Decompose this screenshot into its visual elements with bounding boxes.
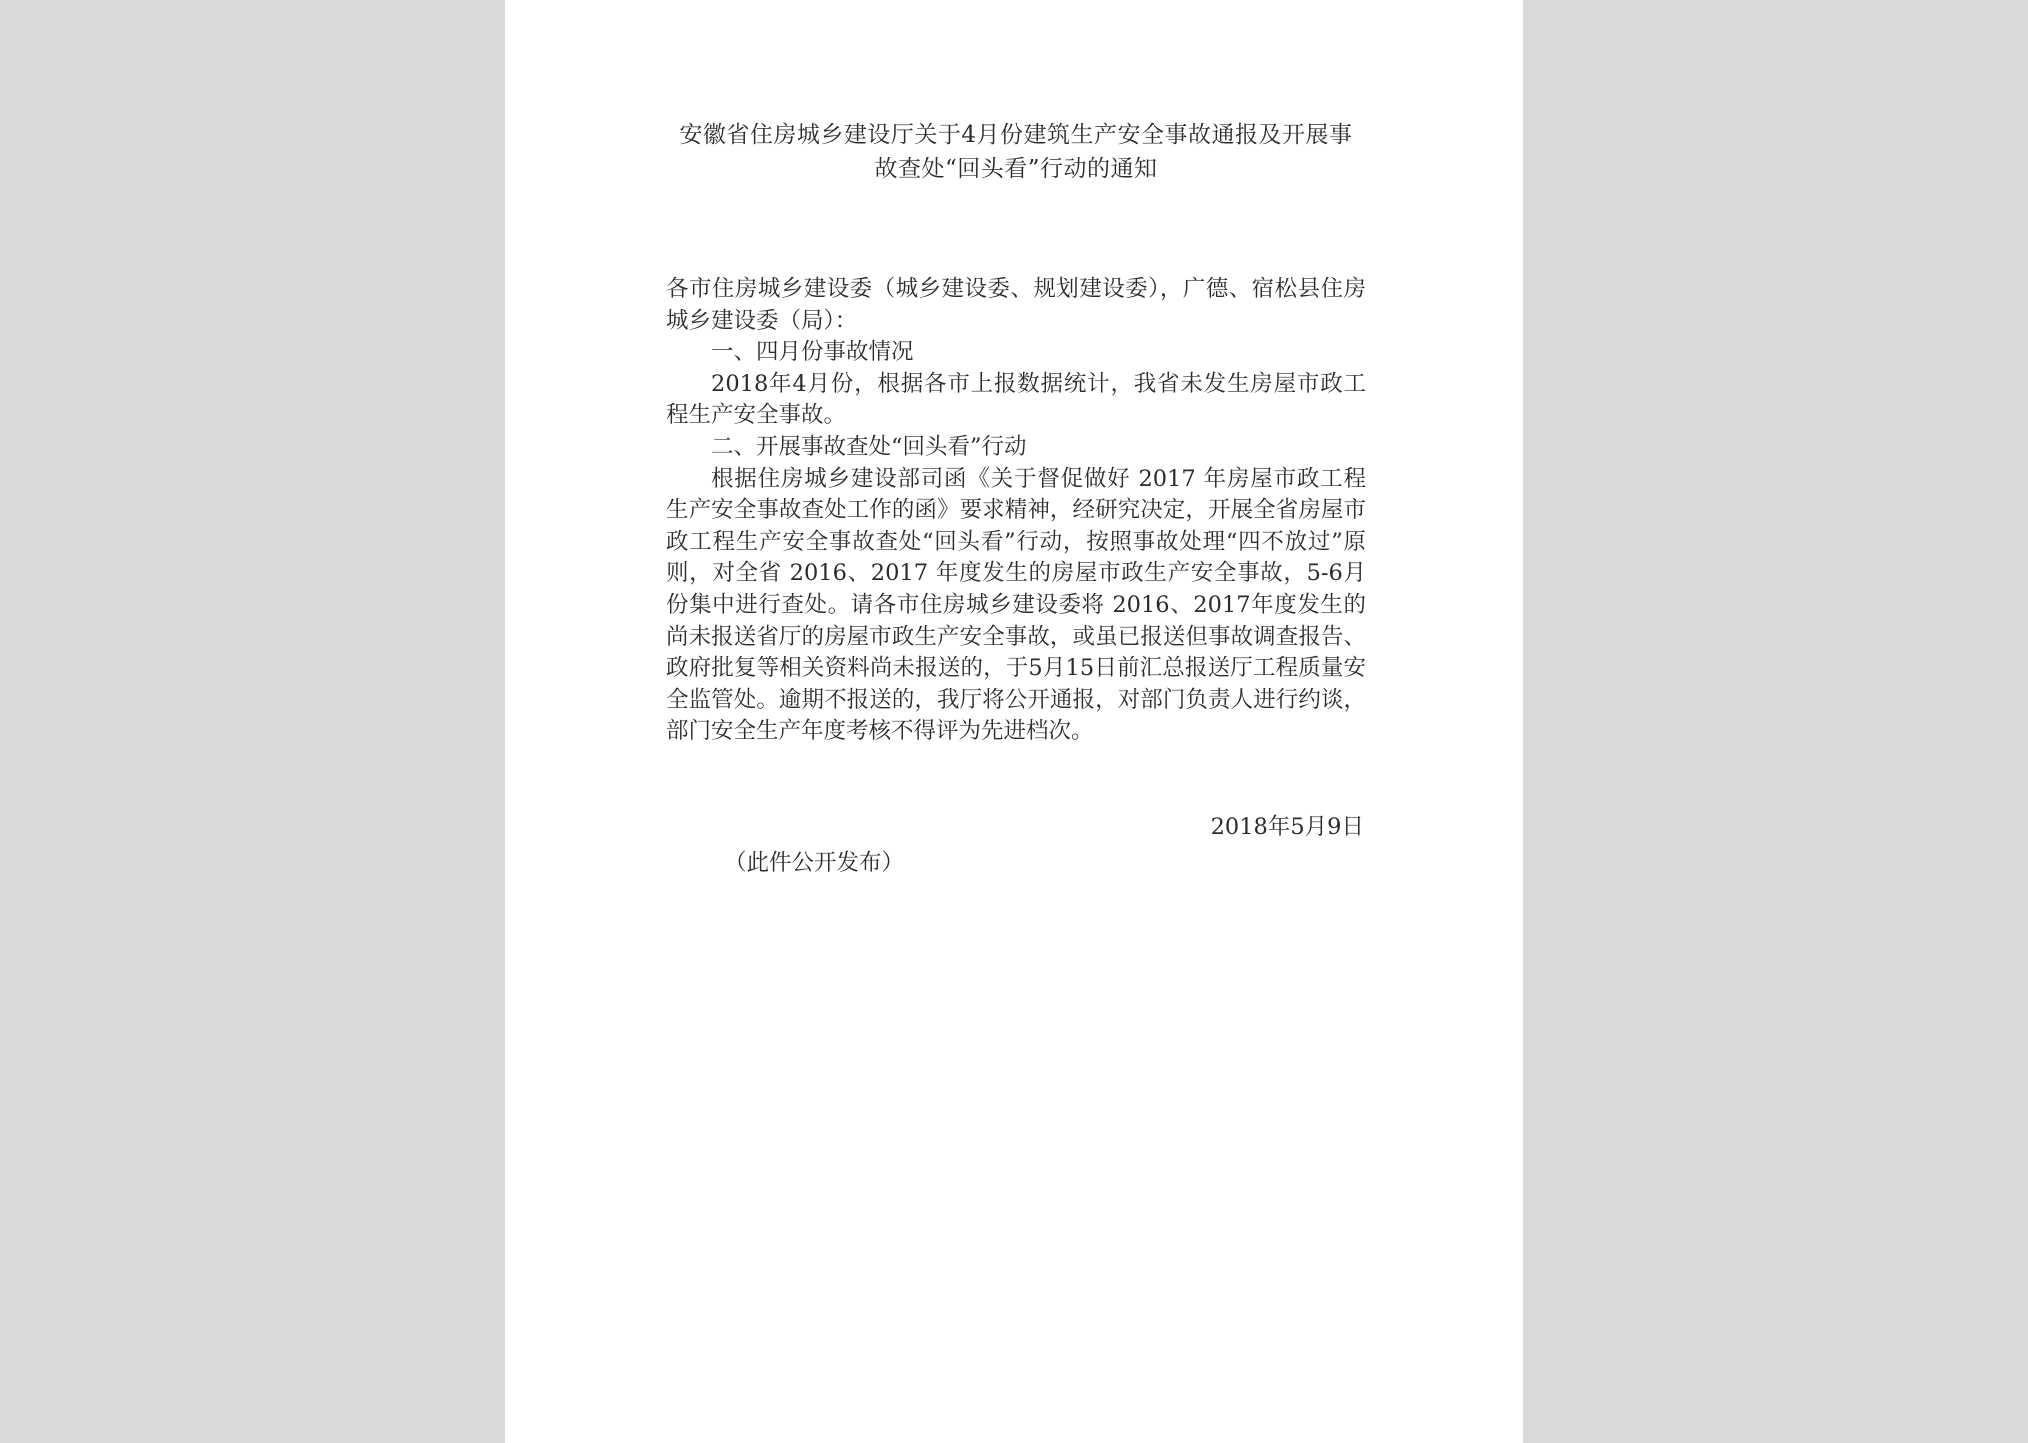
section-2-heading: 二、开展事故查处“回头看”行动 bbox=[711, 433, 1027, 460]
title-line-2: 故查处“回头看”行动的通知 bbox=[874, 156, 1158, 182]
publish-notice: （此件公开发布） bbox=[724, 849, 905, 876]
document-title bbox=[666, 118, 1366, 186]
section-2-text: 根据住房城乡建设部司函《关于督促做好 2017 年房屋市政工程生产安全事故查处工作的函》要求精神，经研究决定，开展全省房屋市政工程生产安全事故查处“回头看”行动，按照事故处理“四不放过”原则，对全省 2016、2017 年度发生的房屋市政生产安全事故，5-6月份集中进行查处。请各市住房城乡建设委将 2016、2017年度发生的尚未报送省厅的房屋市政生产安全事故，或虽已报送但事故调查报告、政府批复等相关资料尚未报送的，于5月15日前汇总报送厅工程质量安全监管处。逾期不报送的，我厅将公开通报，对部门负责人进行约谈，部门安全生产年度考核不得评为先进档次。 bbox=[666, 465, 1366, 745]
title-line-1: 安徽省住房城乡建设厅关于4月份建筑生产安全事故通报及开展事 bbox=[679, 122, 1353, 148]
document-date: 2018年5月9日 bbox=[1210, 813, 1364, 840]
section-1-text: 2018年4月份，根据各市上报数据统计，我省未发生房屋市政工程生产安全事故。 bbox=[666, 370, 1366, 429]
section-1-heading: 一、四月份事故情况 bbox=[711, 339, 914, 366]
addressee: 各市住房城乡建设委（城乡建设委、规划建设委），广德、宿松县住房城乡建设委（局）： bbox=[666, 276, 1366, 334]
document-page bbox=[505, 0, 1523, 1443]
document-body bbox=[666, 274, 1366, 748]
page-content bbox=[666, 118, 1366, 879]
